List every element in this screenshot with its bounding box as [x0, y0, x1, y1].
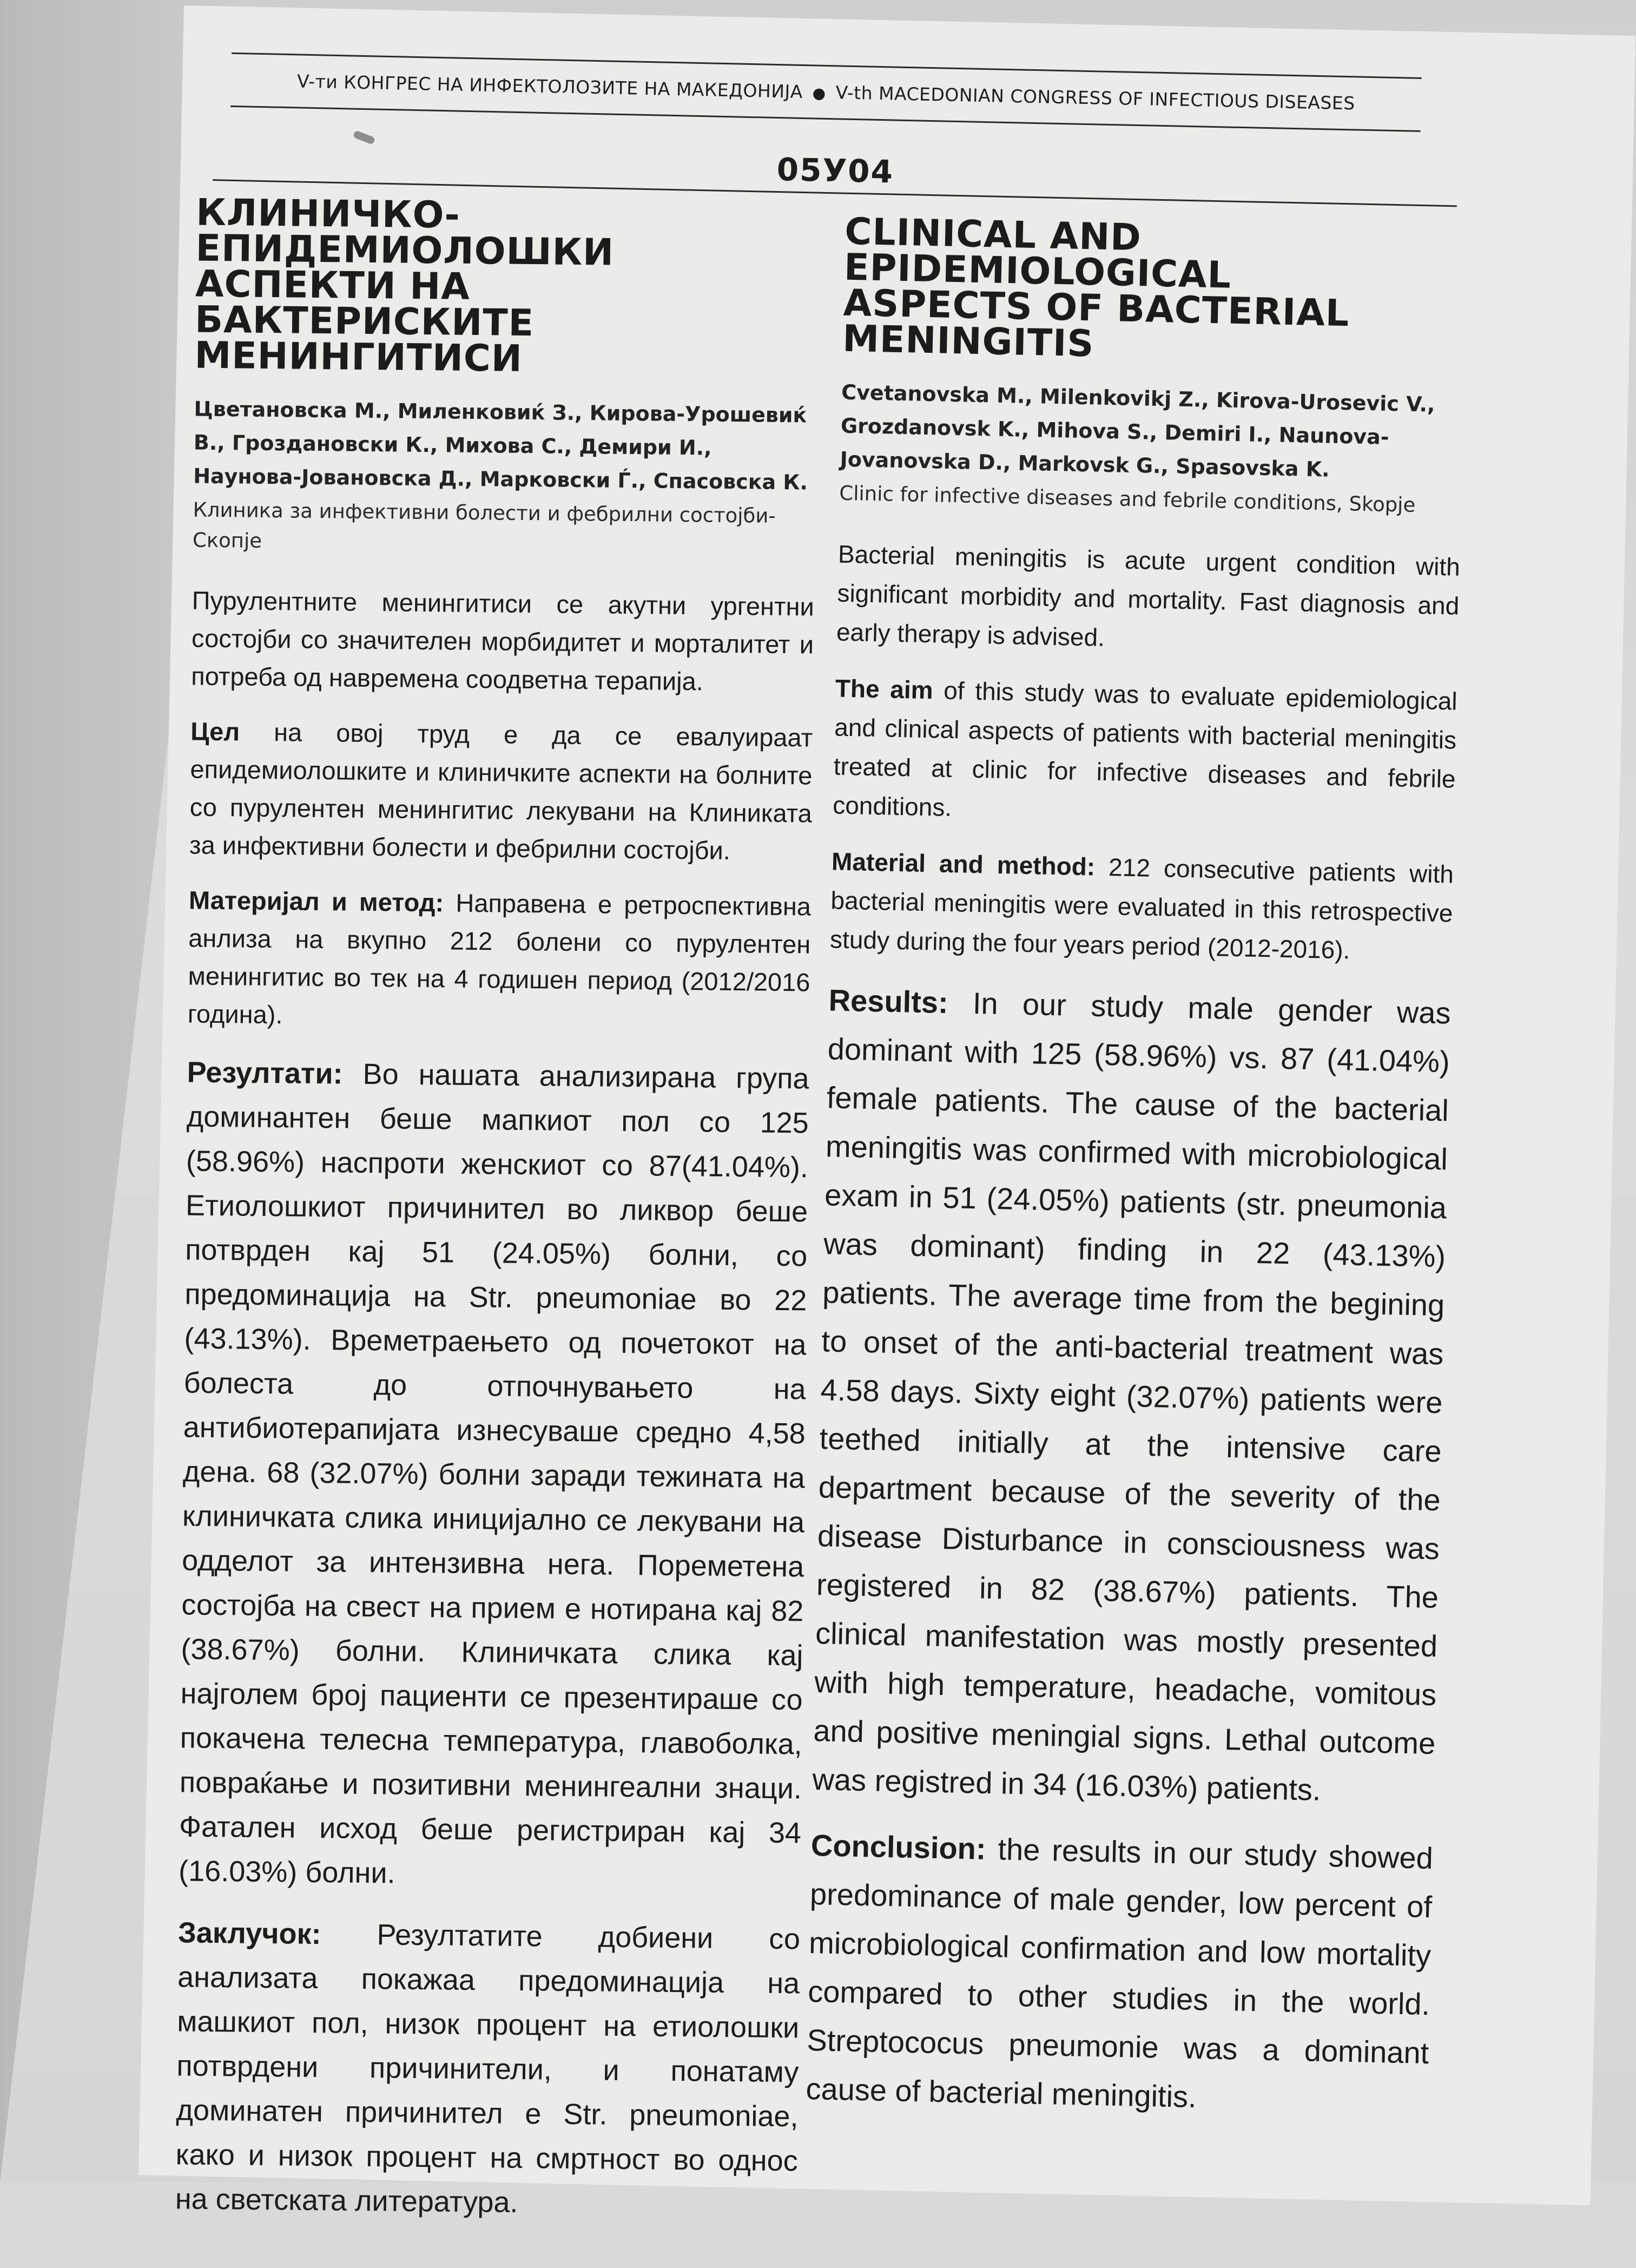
authors-en: Cvetanovska M., Milenkovikj Z., Kirova-Urosevic V., Grozdanovsk K., Mihova S., Demiri I., Naunova-Jovanovska D., Markovsk G., Spasovska K.: [840, 380, 1435, 482]
results-label-mk: Резултати:: [187, 1056, 343, 1090]
results-text-mk: Во нашата анализирана група доминантен беше мапкиот пол со 125 (58.96%) наспроти женскиот со 87(41.04%). Етиолошкиот причинител во ликвор беше потврден кај 51 (24.05%) болни, со предоминација на Str. pneumoniae во 22 (43.13%). Времетраењето од почетокот на болеста до отпочнувањето на антибиотерапијата изнесуваше средно 4,58 дена. 68 (32.07%) болни заради тежината на клиничката слика иницијално се лекувани на одделот за интензивна нега. Пореметена состојба на свест на прием е нотирана кај 82 (38.67%) болни. Клиничката слика кај најголем број пациенти се презентираше со покачена телесна температура, главоболка, повраќање и позитивни менингеални знаци. Фатален исход беше регистриран кај 34 (16.03%) болни.: [178, 1057, 809, 1890]
abstract-code: 05У04: [776, 151, 894, 190]
conclusion-label-mk: Заклучок:: [177, 1916, 321, 1951]
results-en: [812, 976, 1452, 1817]
aim-text-mk: на овој труд е да се евалуираат епидемиолошките и клиничките аспекти на болните со пурулентен менингитис лекувани на Клиниката за инфективни болести и фебрилни состојби.: [189, 717, 813, 865]
conclusion-en: [806, 1821, 1434, 2126]
method-mk: [187, 881, 811, 1039]
authors-mk: Цветановска М., Миленковиќ З., Кирова-Урошевиќ В., Гроздановски К., Михова С., Демири И., Наунова-Јовановска Д., Марковски Ѓ., Спасовска К.: [193, 397, 808, 495]
conclusion-mk: [175, 1910, 800, 2227]
results-text-en: In our study male gender was dominant with 125 (58.96%) vs. 87 (41.04%) female patients. The cause of the bacterial meningitis was confirmed with microbiological exam in 51 (24.05%) patients (str. pneumonia was dominant) finding in 22 (43.13%) patients. The average time from the begining to onset of the anti-bacterial treatment was 4.58 days. Sixty eight (32.07%) patients were teethed initially at the intensive care department because of the severity of the disease Disturbance in consciousness was registered in 82 (38.67%) patients. The clinical manifestation was mostly presented with high temperature, headache, vomitous and positive meningial signs. Lethal outcome was registred in 34 (16.03%) patients.: [812, 985, 1452, 1807]
running-header: [230, 52, 1422, 132]
affiliation-en: Clinic for infective diseases and febrile conditions, Skopje: [839, 481, 1416, 517]
conclusion-text-mk: Резултатите добиени со анализата покажаа предоминација на машкиот пол, низок процент на етиолошки потврдени причинители, и понатаму доминатен причинител е Str. pneumoniae, како и низок процент на смртност во однос на светската литература.: [175, 1918, 801, 2219]
conclusion-label-en: Conclusion:: [810, 1828, 987, 1866]
method-text-mk: Направена е ретроспективна анлиза на вкупно 212 болени со пурулентен менингитис во тек на 4 годишен период (2012/2016 година).: [187, 888, 812, 1029]
method-text-en: 212 consecutive patients with bacterial meningitis were evaluated in this retrospective study during the four years period (2012-2016).: [829, 852, 1454, 964]
aim-en: [833, 668, 1458, 837]
title-en: CLINICAL AND EPIDEMIOLOGICAL ASPECTS OF BACTERIAL MENINGITIS: [842, 210, 1350, 366]
header-separator: ●: [812, 84, 827, 102]
aim-text-en: of this study was to evaluate epidemiological and clinical aspects of patients with bacterial meningitis treated at clinic for infective diseases and febrile conditions.: [832, 676, 1458, 822]
header-congress-mk: V-ти КОНГРЕС НА ИНФЕКТОЛОЗИТЕ НА МАКЕДОНИЈА: [296, 70, 803, 102]
title-mk: КЛИНИЧКО- ЕПИДЕМИОЛОШКИ АСПЕКТИ НА БАКТЕРИСКИТЕ МЕНИНГИТИСИ: [194, 191, 615, 380]
method-label-en: Material and method:: [831, 847, 1096, 881]
column-macedonian: [175, 191, 818, 2245]
method-label-mk: Материјал и метод:: [188, 885, 444, 917]
results-label-en: Results:: [828, 983, 949, 1020]
column-english: [805, 210, 1467, 2144]
paper-sheet: [138, 5, 1635, 2219]
method-en: [829, 842, 1454, 971]
results-mk: [179, 1050, 809, 1899]
intro-mk: Пурулентните менингитиси се акутни ургентни состојби со значителен морбидитет и морталитет и потреба од навремена соодветна терапија.: [191, 586, 815, 696]
aim-label-en: The aim: [835, 674, 934, 705]
header-congress-en: V-th MACEDONIAN CONGRESS OF INFECTIOUS DISEASES: [835, 82, 1356, 114]
conclusion-text-en: the results in our study showed predominance of male gender, low percent of microbiological confirmation and low mortality compared to other studies in the world. Streptococus pneumonie was a dominant cause of bacterial meningitis.: [805, 1831, 1434, 2114]
intro-en: Bacterial meningitis is acute urgent condition with significant morbidity and mortality. Fast diagnosis and early therapy is advised.: [836, 540, 1461, 652]
aim-label-mk: Цел: [190, 716, 240, 746]
aim-mk: [189, 712, 813, 870]
affiliation-mk: Клиника за инфективни болести и фебрилни состојби-Скопје: [192, 498, 776, 553]
